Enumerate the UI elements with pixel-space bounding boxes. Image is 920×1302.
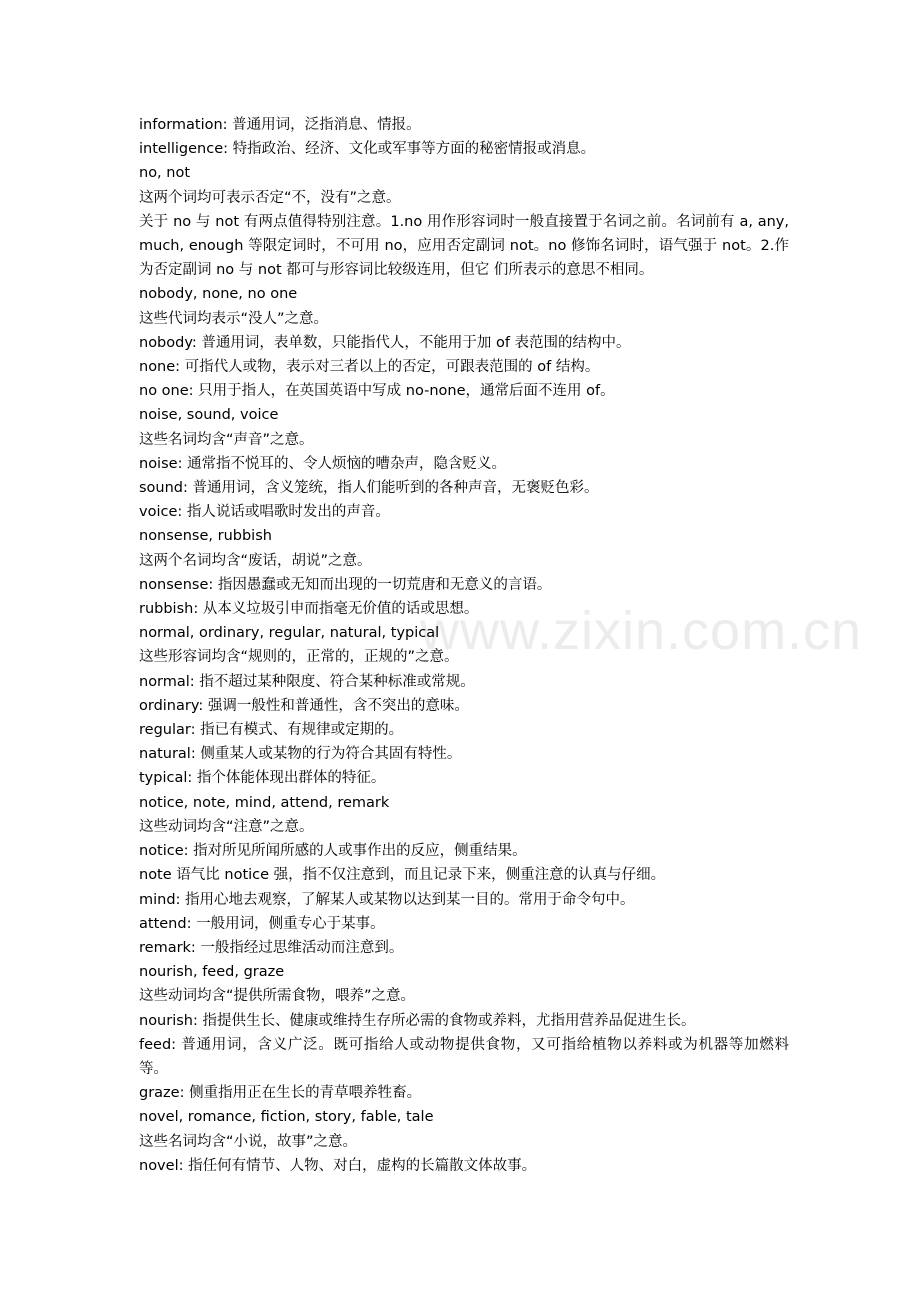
summary-nourish: 这些动词均含“提供所需食物，喂养”之意。	[139, 988, 416, 1005]
summary-novel: 这些名词均含“小说，故事”之意。	[139, 1133, 358, 1150]
entry-notice: notice: 指对所见所闻所感的人或事作出的反应，侧重结果。	[139, 843, 527, 860]
entry-nonsense: nonsense: 指因愚蠢或无知而出现的一切荒唐和无意义的言语。	[139, 576, 552, 593]
summary-no-not: 这两个词均可表示否定“不，没有”之意。	[139, 189, 401, 206]
entry-graze: graze: 侧重指用正在生长的青草喂养牲畜。	[139, 1085, 422, 1102]
heading-nobody: nobody, none, no one	[139, 286, 298, 303]
entry-sound: sound: 普通用词，含义笼统，指人们能听到的各种声音，无褒贬色彩。	[139, 480, 599, 497]
entry-note: note 语气比 notice 强，指不仅注意到，而且记录下来，侧重注意的认真与仔细。	[139, 867, 666, 884]
summary-noise: 这些名词均含“声音”之意。	[139, 431, 314, 448]
entry-regular: regular: 指已有模式、有规律或定期的。	[139, 722, 404, 739]
document-body	[139, 113, 789, 1178]
entry-typical: typical: 指个体能体现出群体的特征。	[139, 770, 386, 787]
entry-natural: natural: 侧重某人或某物的行为符合其固有特性。	[139, 746, 462, 763]
entry-remark: remark: 一般指经过思维活动而注意到。	[139, 939, 404, 956]
entry-no-one: no one: 只用于指人，在英国英语中写成 no-none，通常后面不连用 of。	[139, 383, 615, 400]
heading-novel: novel, romance, fiction, story, fable, tale	[139, 1109, 434, 1126]
entry-voice: voice: 指人说话或唱歌时发出的声音。	[139, 504, 390, 521]
heading-normal: normal, ordinary, regular, natural, typical	[139, 625, 440, 642]
summary-normal: 这些形容词均含“规则的，正常的，正规的”之意。	[139, 649, 459, 666]
watermark-text: www.zixin.com.cn	[420, 601, 863, 661]
heading-noise: noise, sound, voice	[139, 407, 279, 424]
entry-mind: mind: 指用心地去观察，了解某人或某物以达到某一目的。常用于命令句中。	[139, 891, 635, 908]
entry-normal: normal: 指不超过某种限度、符合某种标准或常规。	[139, 673, 475, 690]
entry-nourish: nourish: 指提供生长、健康或维持生存所必需的食物或养料，尤指用营养品促进生长。	[139, 1012, 696, 1029]
entry-ordinary: ordinary: 强调一般性和普通性，含不突出的意味。	[139, 697, 469, 714]
entry-rubbish: rubbish: 从本义垃圾引申而指毫无价值的话或思想。	[139, 601, 479, 618]
entry-attend: attend: 一般用词，侧重专心于某事。	[139, 915, 385, 932]
note-no-not: 关于 no 与 not 有两点值得特别注意。1.no 用作形容词时一般直接置于名词之前。名词前有 a, any, much, enough 等限定词时，不可用 no，应用否定副词 not。no 修饰名词时，语气强于 not。2.作为否定副词 no 与 not 都可与形容词比较级连用，但它 们所表示的意思不相同。	[139, 213, 789, 279]
heading-nonsense: nonsense, rubbish	[139, 528, 272, 545]
summary-notice: 这些动词均含“注意”之意。	[139, 818, 314, 835]
entry-novel: novel: 指任何有情节、人物、对白，虚构的长篇散文体故事。	[139, 1157, 537, 1174]
entry-feed: feed: 普通用词，含义广泛。既可指给人或动物提供食物，又可指给植物以养料或为机器等加燃料等。	[139, 1036, 789, 1077]
entry-information: information: 普通用词，泛指消息、情报。	[139, 117, 421, 133]
entry-nobody: nobody: 普通用词，表单数，只能指代人，不能用于加 of 表范围的结构中。	[139, 334, 631, 351]
heading-nourish: nourish, feed, graze	[139, 964, 285, 981]
summary-nobody: 这些代词均表示“没人”之意。	[139, 310, 329, 327]
entry-intelligence: intelligence: 特指政治、经济、文化或军事等方面的秘密情报或消息。	[139, 141, 596, 158]
summary-nonsense: 这两个名词均含“废话，胡说”之意。	[139, 552, 372, 569]
heading-notice: notice, note, mind, attend, remark	[139, 794, 390, 811]
entry-none: none: 可指代人或物，表示对三者以上的否定，可跟表范围的 of 结构。	[139, 359, 600, 376]
entry-noise: noise: 通常指不悦耳的、令人烦恼的嘈杂声，隐含贬义。	[139, 455, 507, 472]
heading-no-not: no, not	[139, 165, 191, 182]
